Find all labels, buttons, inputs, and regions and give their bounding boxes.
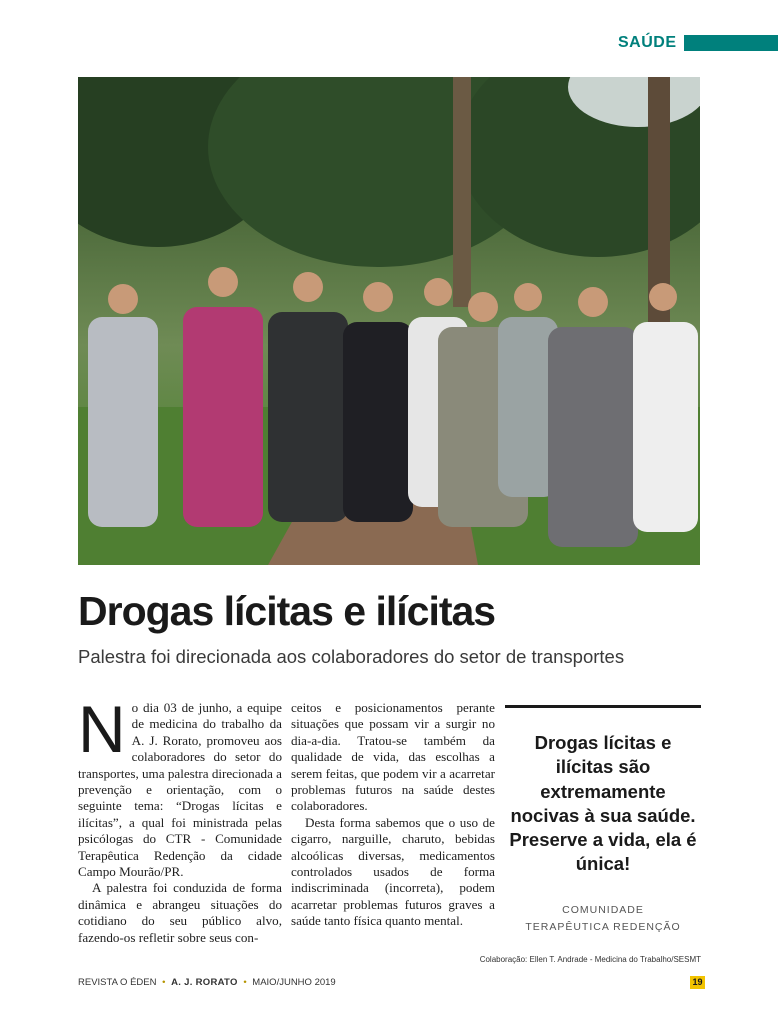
group-photo-icon [78, 77, 700, 565]
issue-date: MAIO/JUNHO 2019 [252, 977, 336, 988]
article-column-2 [291, 700, 495, 930]
pull-quote-rule [505, 705, 701, 708]
article-paragraph [78, 692, 282, 880]
collaboration-credit: Colaboração: Ellen T. Andrade - Medicina do Trabalho/SESMT [479, 955, 701, 964]
company-name: A. J. RORATO [171, 977, 238, 988]
footer-separator: • [243, 977, 247, 988]
footer-separator: • [162, 977, 166, 988]
article-title: Drogas lícitas e ilícitas [78, 588, 496, 634]
page-number: 19 [690, 976, 705, 989]
article-paragraph-text: o dia 03 de junho, a equipe de medicina do trabalho da A. J. Rorato, promoveu aos colaboradores do setor do transportes, uma palestra direcionada a prevenção e orientação, com o seguinte tema: “Drogas lícitas e ilícitas”, a qual foi ministrada pelas psicólogas do CTR - Comunidade Terapêutica Redenção da cidade Campo Mourão/PR. [78, 700, 282, 880]
article-paragraph: Desta forma sabemos que o uso de cigarro, narguille, charuto, bebidas alcoólicas diversas, medicamentos controlados usados de forma indiscriminada (incorreta), podem acarretar problemas futuros graves a saúde tanto física quanto mental. [291, 814, 495, 929]
article-paragraph: ceitos e posicionamentos perante situações que possam vir a surgir no dia-a-dia. Tratou-se também da qualidade de vida, das escolhas a serem feitas, que podem vir a acarretar problemas futuros na saúde destes colaboradores. [291, 700, 495, 814]
group-photo [78, 77, 700, 565]
pull-quote-source [506, 902, 700, 936]
pull-quote-source-line: COMUNIDADE [562, 904, 644, 916]
pull-quote-source-line: TERAPÊUTICA REDENÇÃO [525, 921, 681, 933]
magazine-name: REVISTA O ÉDEN [78, 977, 157, 988]
article-column-1 [78, 692, 282, 946]
pull-quote: Drogas lícitas e ilícitas são extremamente nocivas à sua saúde. Preserve a vida, ela é única! [509, 732, 697, 875]
article-subtitle: Palestra foi direcionada aos colaboradores do setor de transportes [78, 646, 625, 667]
article-paragraph: A palestra foi conduzida de forma dinâmica e abrangeu situações do cotidiano do seu público alvo, fazendo-os refletir sobre seus con- [78, 880, 282, 945]
page-footer [78, 977, 336, 988]
section-label: SAÚDE [618, 34, 677, 51]
section-color-bar [684, 35, 778, 51]
drop-cap: N [78, 692, 126, 766]
